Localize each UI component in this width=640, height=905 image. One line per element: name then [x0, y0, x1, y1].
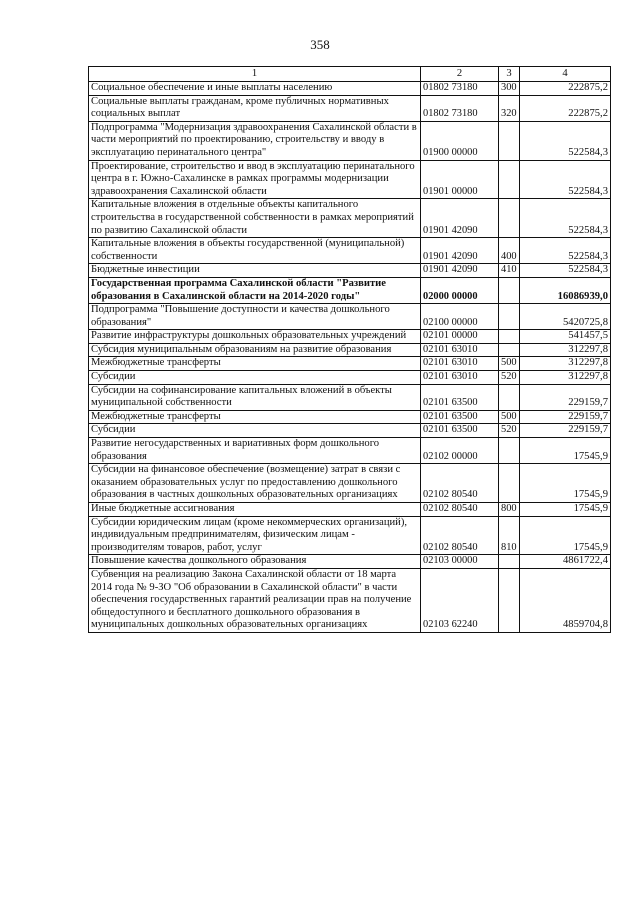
row-type-cell: 320	[499, 95, 520, 121]
row-sum-cell: 222875,2	[520, 95, 611, 121]
row-sum-cell: 5420725,8	[520, 304, 611, 330]
row-sum-cell: 222875,2	[520, 82, 611, 96]
row-code-cell: 02103 00000	[421, 555, 499, 569]
table-header-row	[89, 67, 611, 82]
row-code-cell: 01901 00000	[421, 160, 499, 199]
table-row	[89, 410, 611, 424]
row-code-cell: 01802 73180	[421, 82, 499, 96]
row-sum-cell: 522584,3	[520, 199, 611, 238]
header-col-2: 2	[421, 67, 499, 82]
row-type-cell	[499, 160, 520, 199]
table-row	[89, 464, 611, 503]
row-name-cell: Субсидии юридическим лицам (кроме некоммерческих организаций), индивидуальным предпринимателям, физическим лицам - производителям товаров, работ, услуг	[89, 516, 421, 555]
row-sum-cell: 229159,7	[520, 384, 611, 410]
row-type-cell: 410	[499, 264, 520, 278]
row-sum-cell: 522584,3	[520, 160, 611, 199]
table-row	[89, 343, 611, 357]
row-sum-cell: 16086939,0	[520, 277, 611, 303]
header-col-4: 4	[520, 67, 611, 82]
row-name-cell: Повышение качества дошкольного образования	[89, 555, 421, 569]
row-type-cell	[499, 384, 520, 410]
budget-table	[88, 66, 611, 633]
table-row	[89, 264, 611, 278]
table-row	[89, 516, 611, 555]
row-sum-cell: 17545,9	[520, 503, 611, 517]
table-row	[89, 438, 611, 464]
row-code-cell: 02101 63500	[421, 384, 499, 410]
row-sum-cell: 312297,8	[520, 343, 611, 357]
header-col-1: 1	[89, 67, 421, 82]
table-row	[89, 357, 611, 371]
row-code-cell: 02101 00000	[421, 330, 499, 344]
row-sum-cell: 312297,8	[520, 371, 611, 385]
row-code-cell: 01802 73180	[421, 95, 499, 121]
header-col-3: 3	[499, 67, 520, 82]
row-type-cell	[499, 121, 520, 160]
row-type-cell: 520	[499, 371, 520, 385]
row-type-cell: 300	[499, 82, 520, 96]
table-row	[89, 160, 611, 199]
row-type-cell: 500	[499, 410, 520, 424]
row-name-cell: Капитальные вложения в объекты государственной (муниципальной) собственности	[89, 238, 421, 264]
row-name-cell: Субсидии на финансовое обеспечение (возмещение) затрат в связи с оказанием образовательных услуг по предоставлению дошкольного образования в частных дошкольных образовательных организациях	[89, 464, 421, 503]
table-body	[89, 82, 611, 633]
row-code-cell: 01901 42090	[421, 264, 499, 278]
row-sum-cell: 17545,9	[520, 438, 611, 464]
row-type-cell: 520	[499, 424, 520, 438]
row-type-cell	[499, 343, 520, 357]
row-type-cell	[499, 464, 520, 503]
table-row	[89, 238, 611, 264]
row-sum-cell: 229159,7	[520, 410, 611, 424]
table-row	[89, 304, 611, 330]
row-name-cell: Субвенция на реализацию Закона Сахалинской области от 18 марта 2014 года № 9-ЗО "Об образовании в Сахалинской области" в части обеспечения государственных гарантий реализации прав на получение общедоступного и бесплатного дошкольного образования в муниципальных дошкольных образовательных организациях	[89, 568, 421, 632]
row-code-cell: 02000 00000	[421, 277, 499, 303]
row-sum-cell: 522584,3	[520, 121, 611, 160]
row-sum-cell: 4861722,4	[520, 555, 611, 569]
row-name-cell: Бюджетные инвестиции	[89, 264, 421, 278]
row-type-cell	[499, 277, 520, 303]
row-type-cell: 400	[499, 238, 520, 264]
row-name-cell: Межбюджетные трансферты	[89, 357, 421, 371]
row-sum-cell: 541457,5	[520, 330, 611, 344]
row-name-cell: Подпрограмма "Модернизация здравоохранения Сахалинской области в части мероприятий по проектированию, строительству и вводу в эксплуатацию перинатального центра"	[89, 121, 421, 160]
table-row	[89, 199, 611, 238]
row-name-cell: Подпрограмма "Повышение доступности и качества дошкольного образования"	[89, 304, 421, 330]
row-code-cell: 02101 63500	[421, 410, 499, 424]
row-code-cell: 02103 62240	[421, 568, 499, 632]
row-code-cell: 02102 80540	[421, 464, 499, 503]
row-name-cell: Субсидия муниципальным образованиям на развитие образования	[89, 343, 421, 357]
row-code-cell: 02101 63500	[421, 424, 499, 438]
table-row	[89, 82, 611, 96]
row-sum-cell: 17545,9	[520, 464, 611, 503]
row-type-cell: 800	[499, 503, 520, 517]
row-sum-cell: 522584,3	[520, 264, 611, 278]
row-code-cell: 01900 00000	[421, 121, 499, 160]
row-name-cell: Субсидии на софинансирование капитальных вложений в объекты муниципальной собственности	[89, 384, 421, 410]
table-row	[89, 121, 611, 160]
table-row	[89, 330, 611, 344]
table-row	[89, 555, 611, 569]
row-name-cell: Социальное обеспечение и иные выплаты населению	[89, 82, 421, 96]
table-row	[89, 424, 611, 438]
row-sum-cell: 229159,7	[520, 424, 611, 438]
table-row	[89, 277, 611, 303]
row-type-cell	[499, 438, 520, 464]
row-code-cell: 02100 00000	[421, 304, 499, 330]
row-code-cell: 02102 80540	[421, 503, 499, 517]
row-sum-cell: 522584,3	[520, 238, 611, 264]
row-code-cell: 01901 42090	[421, 199, 499, 238]
row-code-cell: 02101 63010	[421, 371, 499, 385]
row-type-cell	[499, 568, 520, 632]
row-name-cell: Государственная программа Сахалинской области "Развитие образования в Сахалинской области на 2014-2020 годы"	[89, 277, 421, 303]
row-name-cell: Проектирование, строительство и ввод в эксплуатацию перинатального центра в г. Южно-Сахалинске в рамках программы модернизации здравоохранения Сахалинской области	[89, 160, 421, 199]
row-name-cell: Субсидии	[89, 371, 421, 385]
table-row	[89, 95, 611, 121]
row-name-cell: Капитальные вложения в отдельные объекты капитального строительства в государственной собственности в рамках мероприятий по развитию Сахалинской области	[89, 199, 421, 238]
row-name-cell: Социальные выплаты гражданам, кроме публичных нормативных социальных выплат	[89, 95, 421, 121]
table-row	[89, 371, 611, 385]
row-name-cell: Межбюджетные трансферты	[89, 410, 421, 424]
row-type-cell	[499, 304, 520, 330]
row-type-cell	[499, 555, 520, 569]
table-row	[89, 568, 611, 632]
table-row	[89, 384, 611, 410]
row-sum-cell: 17545,9	[520, 516, 611, 555]
row-code-cell: 02102 00000	[421, 438, 499, 464]
row-type-cell	[499, 330, 520, 344]
row-code-cell: 02102 80540	[421, 516, 499, 555]
page-number: 358	[310, 37, 330, 52]
row-code-cell: 01901 42090	[421, 238, 499, 264]
row-name-cell: Развитие инфраструктуры дошкольных образовательных учреждений	[89, 330, 421, 344]
table-row	[89, 503, 611, 517]
row-name-cell: Развитие негосударственных и вариативных форм дошкольного образования	[89, 438, 421, 464]
row-sum-cell: 4859704,8	[520, 568, 611, 632]
row-sum-cell: 312297,8	[520, 357, 611, 371]
row-type-cell: 500	[499, 357, 520, 371]
row-name-cell: Иные бюджетные ассигнования	[89, 503, 421, 517]
row-code-cell: 02101 63010	[421, 357, 499, 371]
row-name-cell: Субсидии	[89, 424, 421, 438]
row-type-cell	[499, 199, 520, 238]
row-code-cell: 02101 63010	[421, 343, 499, 357]
row-type-cell: 810	[499, 516, 520, 555]
